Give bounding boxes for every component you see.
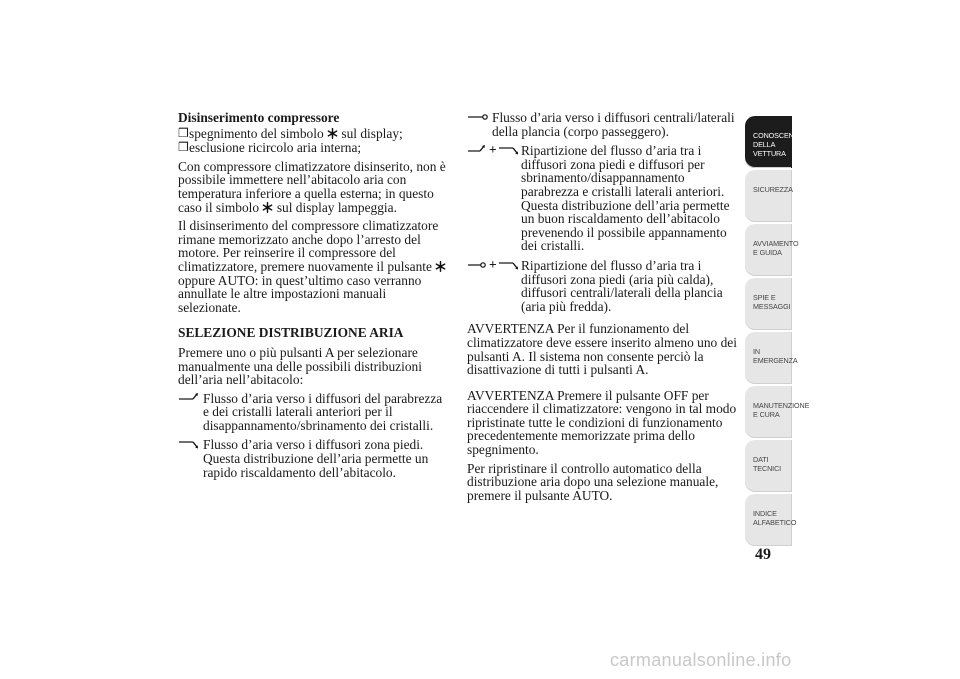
chapter-sidebar [745, 116, 810, 548]
airflow-item-center [467, 111, 739, 138]
paragraph-compressor-disabled [178, 160, 450, 214]
airflow-item-text: Flusso d’aria verso i diffusori zona piedi. Questa distribuzione dell’aria permette un rapido riscaldamento dell’abitacolo. [203, 437, 429, 480]
tab-spie-e-messaggi[interactable]: SPIE E MESSAGGI [745, 278, 792, 330]
tab-indice-alfabetico[interactable]: INDICE ALFABETICO [745, 494, 792, 546]
tab-manutenzione-e-cura[interactable]: MANUTENZIONE E CURA [745, 386, 792, 438]
snowflake-icon [262, 202, 273, 213]
left-column [178, 111, 450, 485]
airflow-item-feet [178, 438, 450, 479]
airflow-center-icon [467, 111, 492, 125]
airflow-item-text: Ripartizione del flusso d’aria tra i diffusori zona piedi (aria più calda), diffusori centrali/laterali della plancia (aria più fredda). [521, 257, 723, 314]
plus-sign: + [489, 256, 497, 272]
airflow-item-text: Ripartizione del flusso d’aria tra i diffusori zona piedi e diffusori per sbrinamento/disappannamento parabrezza e cristalli laterali anteriori. Questa distribuzione dell’aria permette un buon riscaldamento dell’abitacolo prevenendo il possibile appannamento dei cristalli. [521, 143, 730, 254]
paragraph-text: sul display lampeggia. [276, 199, 397, 215]
plus-sign: + [489, 142, 497, 158]
airflow-feet-windshield-icon [467, 144, 521, 158]
watermark: carmanualsonline.info [610, 650, 792, 670]
paragraph-warning-off: AVVERTENZA Premere il pulsante OFF per riaccendere il climatizzatore: vengono in tal modo ripristinate tutte le condizioni di funzionamento precedentemente memorizzate prima dello spegnimento. [467, 387, 737, 458]
check-item-text: esclusione ricircolo aria interna; [189, 140, 362, 156]
tab-in-emergenza[interactable]: IN EMERGENZA [745, 332, 792, 384]
tab-sicurezza[interactable]: SICUREZZA [745, 170, 792, 222]
checkbox-bullet-icon: ❒ [178, 140, 189, 155]
heading-air-distribution: SELEZIONE DISTRIBUZIONE ARIA [178, 325, 404, 341]
airflow-item-feet-windshield [467, 144, 739, 253]
check-item-recirculation [178, 141, 450, 155]
tab-avviamento-e-guida[interactable]: AVVIAMENTO E GUIDA [745, 224, 792, 276]
paragraph-text: oppure AUTO: in quest’ultimo caso verranno annullate le altre impostazioni manuali selezionate. [178, 272, 422, 315]
paragraph-text: Il disinserimento del compressore climatizzatore rimane memorizzato anche dopo l’arresto del motore. Per reinserire il compressore del climatizzatore, premere nuovamente il pulsante [178, 218, 439, 274]
airflow-item-text: Flusso d’aria verso i diffusori del parabrezza e dei cristalli laterali anteriori per il disappannamento/sbrinamento dei cristalli. [203, 390, 443, 433]
airflow-item-feet-center [467, 256, 739, 314]
check-item-symbol-off [178, 127, 450, 141]
paragraph-warning-buttons: AVVERTENZA Per il funzionamento del climatizzatore deve essere inserito almeno uno dei pulsanti A. Il sistema non consente perciò la disattivazione di tutti i pulsanti A. [467, 321, 737, 378]
heading-compressor-off: Disinserimento compressore [178, 110, 340, 125]
check-item-text: spegnimento del simbolo [189, 125, 324, 141]
checkbox-bullet-icon: ❒ [178, 125, 189, 140]
check-item-text: sul display; [341, 125, 403, 141]
tab-conoscenza-della-vettura[interactable]: CONOSCENZA DELLA VETTURA [745, 116, 792, 168]
tab-dati-tecnici[interactable]: DATI TECNICI [745, 440, 792, 492]
right-column [467, 111, 739, 507]
snowflake-icon [327, 128, 338, 139]
airflow-feet-icon [178, 438, 203, 452]
airflow-feet-center-icon [467, 256, 521, 273]
paragraph-air-distribution-intro: Premere uno o più pulsanti A per selezionare manualmente una delle possibili distribuzioni dell’aria nell’abitacolo: [178, 344, 422, 388]
paragraph-compressor-memory [178, 219, 450, 314]
page-number: 49 [755, 546, 771, 563]
airflow-item-text: Flusso d’aria verso i diffusori centrali/laterali della plancia (corpo passeggero). [492, 110, 735, 139]
airflow-item-windshield [178, 392, 450, 433]
paragraph-restore-auto: Per ripristinare il controllo automatico della distribuzione aria dopo una selezione manuale, premere il pulsante AUTO. [467, 460, 719, 503]
airflow-windshield-icon [178, 392, 203, 406]
paragraph-text: Con compressore climatizzatore disinserito, non è possibile immettere nell’abitacolo aria con temperatura inferiore a quella esterna; in questo caso il simbolo [178, 158, 446, 215]
snowflake-icon [435, 261, 446, 272]
